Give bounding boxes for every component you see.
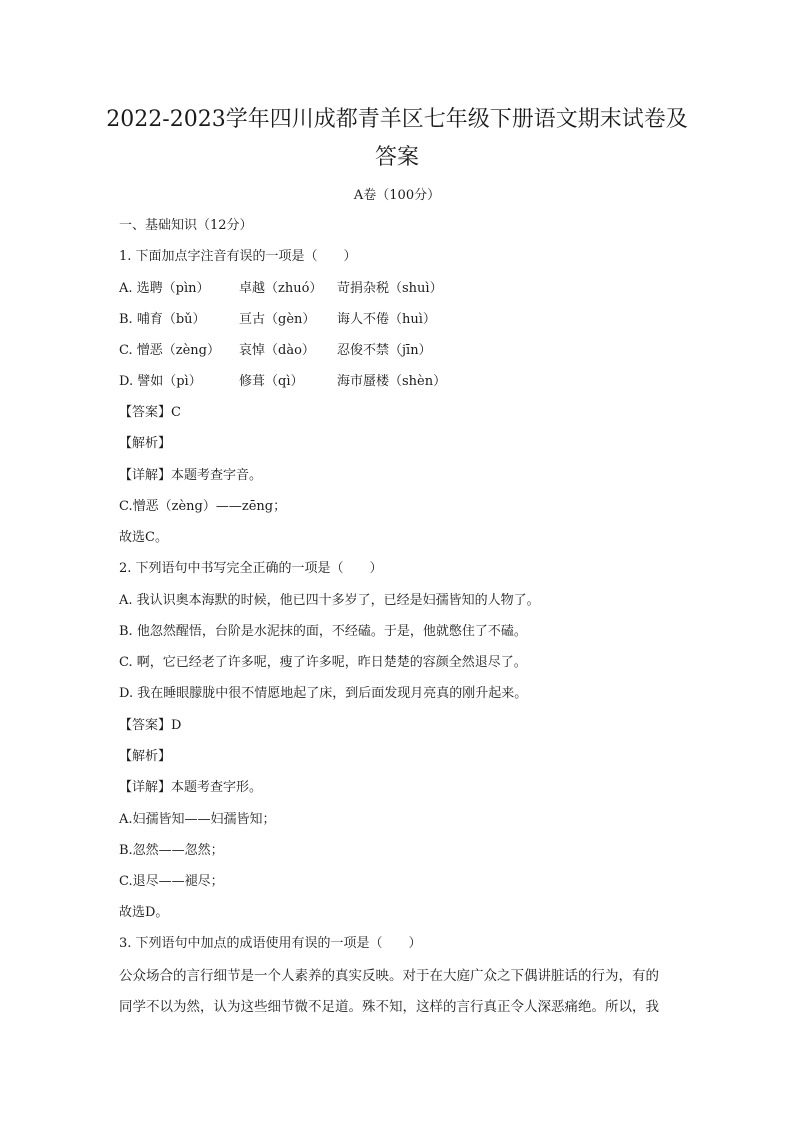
option-d-item-2: 修葺（qì） [239,374,304,389]
question-2-conclusion: 故选D。 [119,905,169,920]
question-2-option-d: D. 我在睡眼朦胧中很不情愿地起了床，到后面发现月亮真的刚升起来。 [119,686,528,701]
question-1-detail: 【详解】本题考查字音。 [119,468,263,483]
question-3-paragraph-line-2: 同学不以为然，认为这些细节微不足道。殊不知，这样的言行真正令人深恶痛绝。所以，我 [119,999,659,1015]
question-2-analysis: 【解析】 [119,749,172,764]
option-a-item-2: 卓越（zhuó） [239,281,323,296]
question-2-option-a: A. 我认识奥本海默的时候，他已四十多岁了，已经是妇孺皆知的人物了。 [119,593,540,608]
question-1-conclusion: 故选C。 [119,530,168,545]
question-2-option-b: B. 他忽然醒悟，台阶是水泥抹的面，不经磕。于是，他就憋住了不磕。 [119,624,527,639]
option-d-item-3: 海市蜃楼（shèn） [337,374,447,389]
question-2-note-b: B.忽然——忽然； [119,843,224,858]
question-2-note-a: A.妇孺皆知——妇孺皆知； [119,812,276,827]
option-b-item-3: 诲人不倦（huì） [337,312,436,327]
question-2-note-c: C.退尽——褪尽； [119,874,224,889]
question-2-answer: 【答案】D [119,718,182,733]
question-2-stem: 2. 下列语句中书写完全正确的一项是（ ） [119,561,383,576]
section-heading: 一、基础知识（12分） [119,218,253,233]
option-a-item-3: 苛捐杂税（shuì） [337,281,443,296]
document-title-line-1: 2022-2023学年四川成都青羊区七年级下册语文期末试卷及 [106,107,688,132]
question-3-stem: 3. 下列语句中加点的成语使用有误的一项是（ ） [119,936,422,951]
option-c-item-1: C. 憎恶（zèng） [119,343,220,358]
question-1-note: C.憎恶（zèng）——zēng； [119,499,287,514]
option-b-item-2: 亘古（gèn） [239,312,316,327]
option-c-item-2: 哀悼（dào） [239,343,315,358]
option-a-item-1: A. 选聘（pìn） [119,281,210,296]
question-2-option-c: C. 啊，它已经老了许多呢，瘦了许多呢，昨日楚楚的容颜全然退尽了。 [119,655,527,670]
question-3-paragraph-line-1: 公众场合的言行细节是一个人素养的真实反映。对于在大庭广众之下偶讲脏话的行为，有的 [119,968,659,984]
paper-subtitle: A卷（100分） [353,188,441,203]
option-d-item-1: D. 譬如（pì） [119,374,202,389]
question-1-stem: 1. 下面加点字注音有误的一项是（ ） [119,249,357,264]
option-c-item-3: 忍俊不禁（jīn） [337,343,432,358]
question-1-analysis: 【解析】 [119,436,172,451]
document-title-line-2: 答案 [374,145,419,170]
option-b-item-1: B. 哺育（bǔ） [119,312,206,327]
question-2-detail: 【详解】本题考查字形。 [119,780,263,795]
question-1-answer: 【答案】C [119,405,181,420]
